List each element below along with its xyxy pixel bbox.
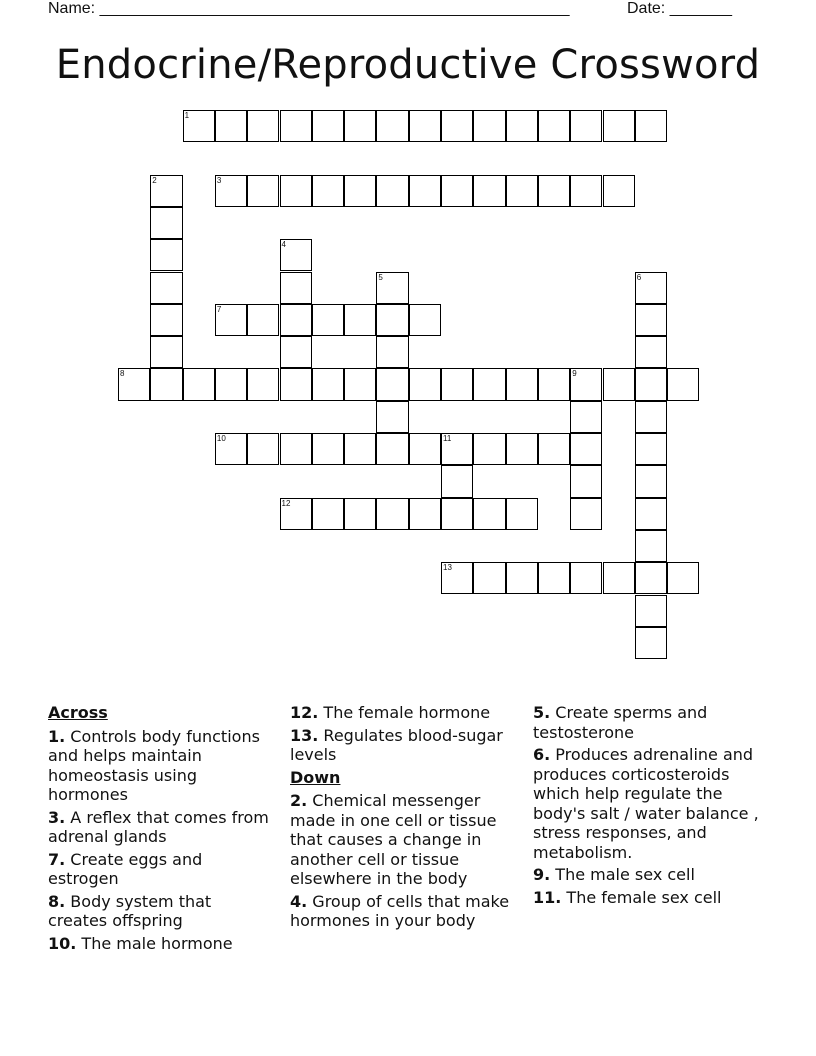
grid-cell[interactable] <box>473 175 505 207</box>
clue-item-number: 6. <box>533 745 551 764</box>
clue-number: 6 <box>636 272 642 282</box>
clue-number: 8 <box>120 369 125 379</box>
grid-cell[interactable] <box>506 498 538 530</box>
grid-cell[interactable] <box>570 401 602 433</box>
grid-cell[interactable] <box>473 433 505 465</box>
clue-number: 12 <box>281 498 291 508</box>
down-clue-list <box>290 791 525 931</box>
grid-cell[interactable] <box>150 304 182 336</box>
clue-item <box>533 703 763 742</box>
clue-item <box>48 727 273 805</box>
clue-item-number: 8. <box>48 891 66 911</box>
grid-cell[interactable] <box>344 368 376 400</box>
grid-cell[interactable] <box>247 304 279 336</box>
clue-item-number: 4. <box>290 891 308 911</box>
grid-cell[interactable] <box>280 272 312 304</box>
grid-cell[interactable] <box>247 110 279 142</box>
grid-cell[interactable] <box>344 433 376 465</box>
page-title: Endocrine/Reproductive Crossword <box>55 42 761 88</box>
grid-cell[interactable] <box>312 368 344 400</box>
clue-item-text: Regulates blood-sugar levels <box>290 725 503 764</box>
grid-cell[interactable] <box>635 304 667 336</box>
clue-item-text: Group of cells that make hormones in your body <box>290 891 510 930</box>
date-label: Date: <box>627 0 666 17</box>
clue-number: 11 <box>443 434 452 443</box>
grid-cell[interactable] <box>344 304 376 336</box>
grid-cell[interactable] <box>150 175 182 207</box>
clue-item-number: 9. <box>533 865 551 884</box>
grid-cell[interactable] <box>376 368 408 400</box>
clue-item-number: 7. <box>48 849 66 869</box>
clue-item <box>48 850 273 889</box>
clue-item-text: Produces adrenaline and produces corticosteroids which help regulate the body's salt / water balance , stress responses, and metabolism. <box>533 745 759 862</box>
grid-cell[interactable] <box>635 465 667 497</box>
grid-cell[interactable] <box>570 562 602 594</box>
clue-number: 5 <box>378 272 383 282</box>
clue-item <box>290 703 525 723</box>
grid-cell[interactable] <box>603 110 635 142</box>
grid-cell[interactable] <box>280 304 312 336</box>
grid-cell[interactable] <box>441 465 473 497</box>
grid-cell[interactable] <box>280 433 312 465</box>
grid-cell[interactable] <box>635 368 667 400</box>
grid-cell[interactable] <box>538 368 570 400</box>
grid-cell[interactable] <box>409 175 441 207</box>
grid-cell[interactable] <box>312 175 344 207</box>
grid-cell[interactable] <box>473 562 505 594</box>
clue-item-text: Chemical messenger made in one cell or tissue that causes a change in another cell or tissue elsewhere in the body <box>290 791 497 888</box>
grid-cell[interactable] <box>376 498 408 530</box>
grid-cell[interactable] <box>409 498 441 530</box>
grid-cell[interactable] <box>376 175 408 207</box>
grid-cell[interactable] <box>473 110 505 142</box>
clue-item <box>48 892 273 931</box>
grid-cell[interactable] <box>441 433 473 465</box>
grid-cell[interactable] <box>376 272 408 304</box>
grid-cell[interactable] <box>183 110 215 142</box>
grid-cell[interactable] <box>409 368 441 400</box>
grid-cell[interactable] <box>570 465 602 497</box>
grid-cell[interactable] <box>344 175 376 207</box>
clue-item-number: 12. <box>290 703 319 722</box>
clue-item-text: The female hormone <box>318 703 491 722</box>
clue-number: 9 <box>572 369 577 379</box>
down-heading: Down <box>290 767 341 787</box>
clue-item <box>533 745 763 862</box>
clues-column-3 <box>533 703 763 910</box>
grid-cell[interactable] <box>603 175 635 207</box>
grid-cell[interactable] <box>603 368 635 400</box>
clue-number: 10 <box>216 434 226 443</box>
across-clue-list <box>48 727 273 954</box>
clue-item <box>48 934 273 954</box>
clue-item-number: 10. <box>48 933 77 953</box>
grid-cell[interactable] <box>441 175 473 207</box>
grid-cell[interactable] <box>150 207 182 239</box>
grid-cell[interactable] <box>312 498 344 530</box>
clue-item-number: 3. <box>48 807 66 827</box>
grid-cell[interactable] <box>376 336 408 368</box>
grid-cell[interactable] <box>441 368 473 400</box>
clue-item-text: The male hormone <box>76 933 233 953</box>
grid-cell[interactable] <box>215 368 247 400</box>
clue-item <box>533 888 763 908</box>
grid-cell[interactable] <box>409 304 441 336</box>
grid-cell[interactable] <box>570 175 602 207</box>
grid-cell[interactable] <box>280 239 312 271</box>
grid-cell[interactable] <box>312 110 344 142</box>
across-clue-list-continued <box>290 703 525 765</box>
grid-cell[interactable] <box>635 110 667 142</box>
grid-cell[interactable] <box>635 627 667 659</box>
clue-number: 13 <box>443 563 452 573</box>
grid-cell[interactable] <box>506 433 538 465</box>
clue-item-number: 13. <box>290 725 319 745</box>
grid-cell[interactable] <box>570 433 602 465</box>
grid-cell[interactable] <box>603 562 635 594</box>
date-blank[interactable]: _______ <box>669 0 732 17</box>
grid-cell[interactable] <box>409 110 441 142</box>
name-blank[interactable]: ______________________________________________________ <box>99 0 570 17</box>
grid-cell[interactable] <box>538 175 570 207</box>
grid-cell[interactable] <box>312 304 344 336</box>
clue-item-text: A reflex that comes from adrenal glands <box>48 807 269 846</box>
grid-cell[interactable] <box>215 175 247 207</box>
grid-cell[interactable] <box>506 110 538 142</box>
grid-cell[interactable] <box>570 110 602 142</box>
grid-cell[interactable] <box>376 401 408 433</box>
clue-number: 2 <box>152 175 157 185</box>
grid-cell[interactable] <box>280 175 312 207</box>
grid-cell[interactable] <box>635 272 667 304</box>
grid-cell[interactable] <box>635 498 667 530</box>
grid-cell[interactable] <box>441 498 473 530</box>
grid-cell[interactable] <box>538 562 570 594</box>
clues-column-1 <box>48 703 273 956</box>
grid-cell[interactable] <box>247 175 279 207</box>
grid-cell[interactable] <box>376 304 408 336</box>
grid-cell[interactable] <box>280 368 312 400</box>
grid-cell[interactable] <box>441 562 473 594</box>
grid-cell[interactable] <box>635 562 667 594</box>
clue-item-text: Body system that creates offspring <box>48 891 212 930</box>
clue-item-number: 11. <box>533 887 562 907</box>
clue-item-text: Create eggs and estrogen <box>48 849 203 888</box>
clue-item-text: Controls body functions and helps maintain homeostasis using hormones <box>48 726 260 804</box>
grid-cell[interactable] <box>538 433 570 465</box>
grid-cell[interactable] <box>473 368 505 400</box>
grid-cell[interactable] <box>506 368 538 400</box>
clue-item-text: The male sex cell <box>550 865 695 884</box>
down-clue-list-continued <box>533 703 763 907</box>
grid-cell[interactable] <box>150 336 182 368</box>
grid-cell[interactable] <box>280 110 312 142</box>
clue-item <box>48 808 273 847</box>
grid-cell[interactable] <box>312 433 344 465</box>
clue-item-number: 2. <box>290 791 308 810</box>
grid-cell[interactable] <box>215 110 247 142</box>
grid-cell[interactable] <box>667 368 699 400</box>
clue-item <box>533 865 763 885</box>
grid-cell[interactable] <box>538 110 570 142</box>
clue-number: 4 <box>281 240 286 250</box>
clue-item <box>290 791 525 889</box>
grid-cell[interactable] <box>150 272 182 304</box>
grid-cell[interactable] <box>635 336 667 368</box>
grid-cell[interactable] <box>570 498 602 530</box>
grid-cell[interactable] <box>150 368 182 400</box>
grid-cell[interactable] <box>635 595 667 627</box>
clue-item-text: Create sperms and testosterone <box>533 703 708 742</box>
grid-cell[interactable] <box>150 239 182 271</box>
grid-cell[interactable] <box>215 433 247 465</box>
grid-cell[interactable] <box>570 368 602 400</box>
clue-item <box>290 726 525 765</box>
across-heading: Across <box>48 703 108 722</box>
grid-cell[interactable] <box>215 304 247 336</box>
grid-cell[interactable] <box>183 368 215 400</box>
grid-cell[interactable] <box>409 433 441 465</box>
name-label: Name: <box>48 0 96 17</box>
grid-cell[interactable] <box>635 433 667 465</box>
grid-cell[interactable] <box>506 175 538 207</box>
grid-cell[interactable] <box>376 433 408 465</box>
grid-cell[interactable] <box>441 110 473 142</box>
clue-item <box>290 892 525 931</box>
clue-item-number: 5. <box>533 703 551 722</box>
grid-cell[interactable] <box>506 562 538 594</box>
clue-item-text: The female sex cell <box>561 887 722 907</box>
grid-cell[interactable] <box>473 498 505 530</box>
grid-cell[interactable] <box>344 498 376 530</box>
grid-cell[interactable] <box>376 110 408 142</box>
grid-cell[interactable] <box>667 562 699 594</box>
clues-column-2 <box>290 703 525 934</box>
grid-cell[interactable] <box>344 110 376 142</box>
clue-number: 1 <box>184 111 190 120</box>
grid-cell[interactable] <box>247 368 279 400</box>
clue-item-number: 1. <box>48 726 66 746</box>
grid-cell[interactable] <box>635 401 667 433</box>
clue-number: 3 <box>216 175 222 185</box>
grid-cell[interactable] <box>280 498 312 530</box>
clue-number: 7 <box>216 304 222 314</box>
grid-cell[interactable] <box>635 530 667 562</box>
grid-cell[interactable] <box>247 433 279 465</box>
grid-cell[interactable] <box>118 368 150 400</box>
grid-cell[interactable] <box>280 336 312 368</box>
